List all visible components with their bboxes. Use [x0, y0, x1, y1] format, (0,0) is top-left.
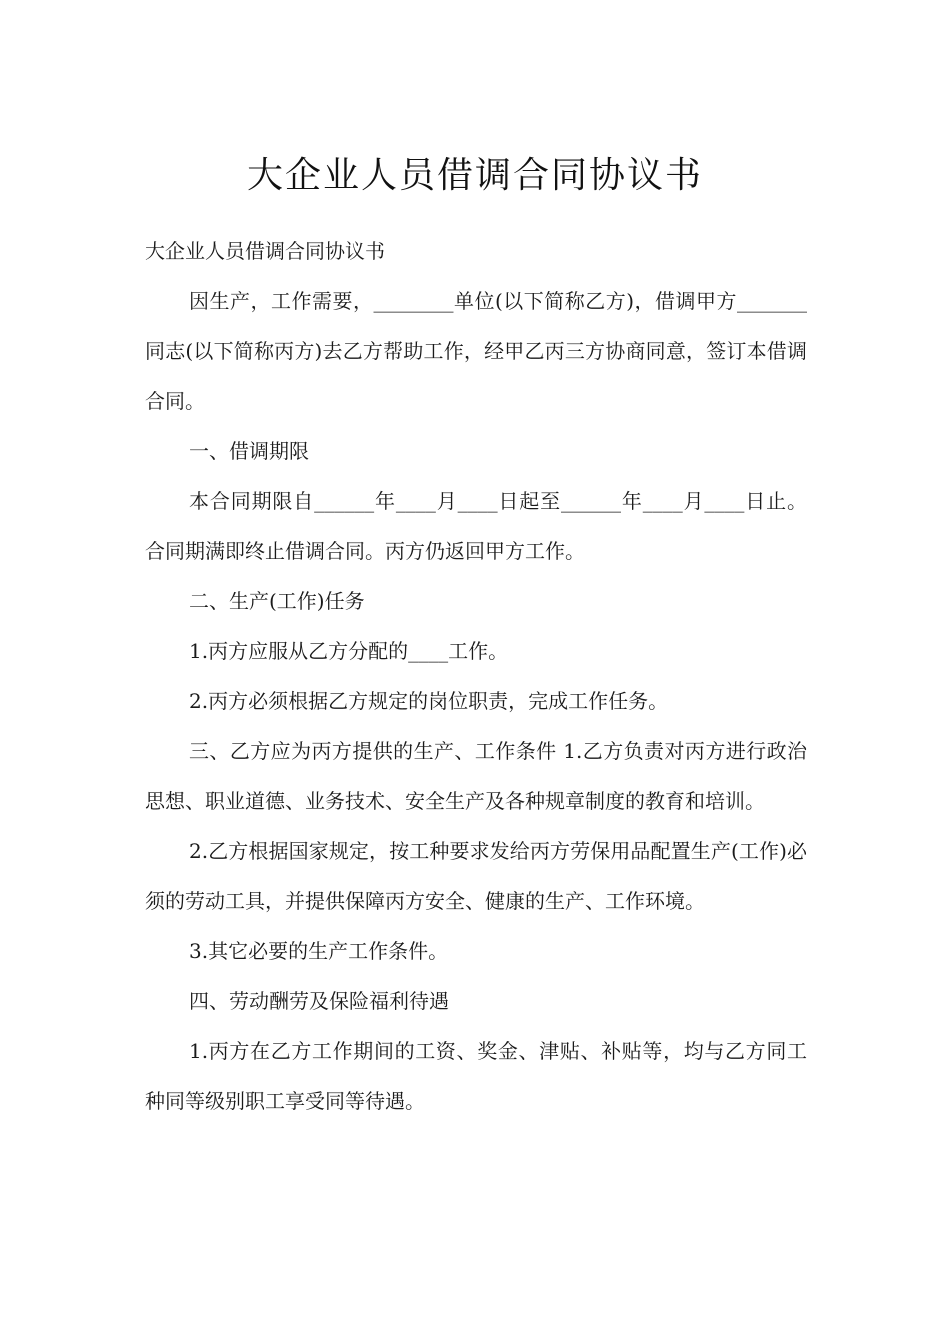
paragraph-task-2: 2.丙方必须根据乙方规定的岗位职责，完成工作任务。	[189, 689, 669, 713]
paragraph-remuneration-1: 1.丙方在乙方工作期间的工资、奖金、津贴、补贴等，均与乙方同工种同等级别职工享受同等待遇。	[145, 1039, 807, 1113]
document-title: 大企业人员借调合同协议书	[246, 155, 703, 197]
paragraph-conditions-1: 三、乙方应为丙方提供的生产、工作条件 1.乙方负责对丙方进行政治思想、职业道德、业务技术、安全生产及各种规章制度的教育和培训。	[145, 739, 807, 813]
paragraph-conditions-2: 2.乙方根据国家规定，按工种要求发给丙方劳保用品配置生产(工作)必须的劳动工具，并提供保障丙方安全、健康的生产、工作环境。	[145, 839, 807, 913]
paragraph-task-1: 1.丙方应服从乙方分配的____工作。	[189, 639, 509, 663]
section-heading-term: 一、借调期限	[189, 439, 309, 463]
paragraph-intro: 因生产，工作需要，________单位(以下简称乙方)，借调甲方_______同志(以下简称丙方)去乙方帮助工作，经甲乙丙三方协商同意，签订本借调合同。	[145, 289, 807, 413]
paragraph-term: 本合同期限自______年____月____日起至______年____月____日止。合同期满即终止借调合同。丙方仍返回甲方工作。	[145, 489, 807, 563]
section-heading-tasks: 二、生产(工作)任务	[189, 589, 365, 613]
paragraph-conditions-3: 3.其它必要的生产工作条件。	[189, 939, 449, 963]
section-heading-remuneration: 四、劳动酬劳及保险福利待遇	[189, 989, 449, 1013]
document-body	[145, 226, 807, 1126]
body-heading: 大企业人员借调合同协议书	[145, 239, 385, 263]
